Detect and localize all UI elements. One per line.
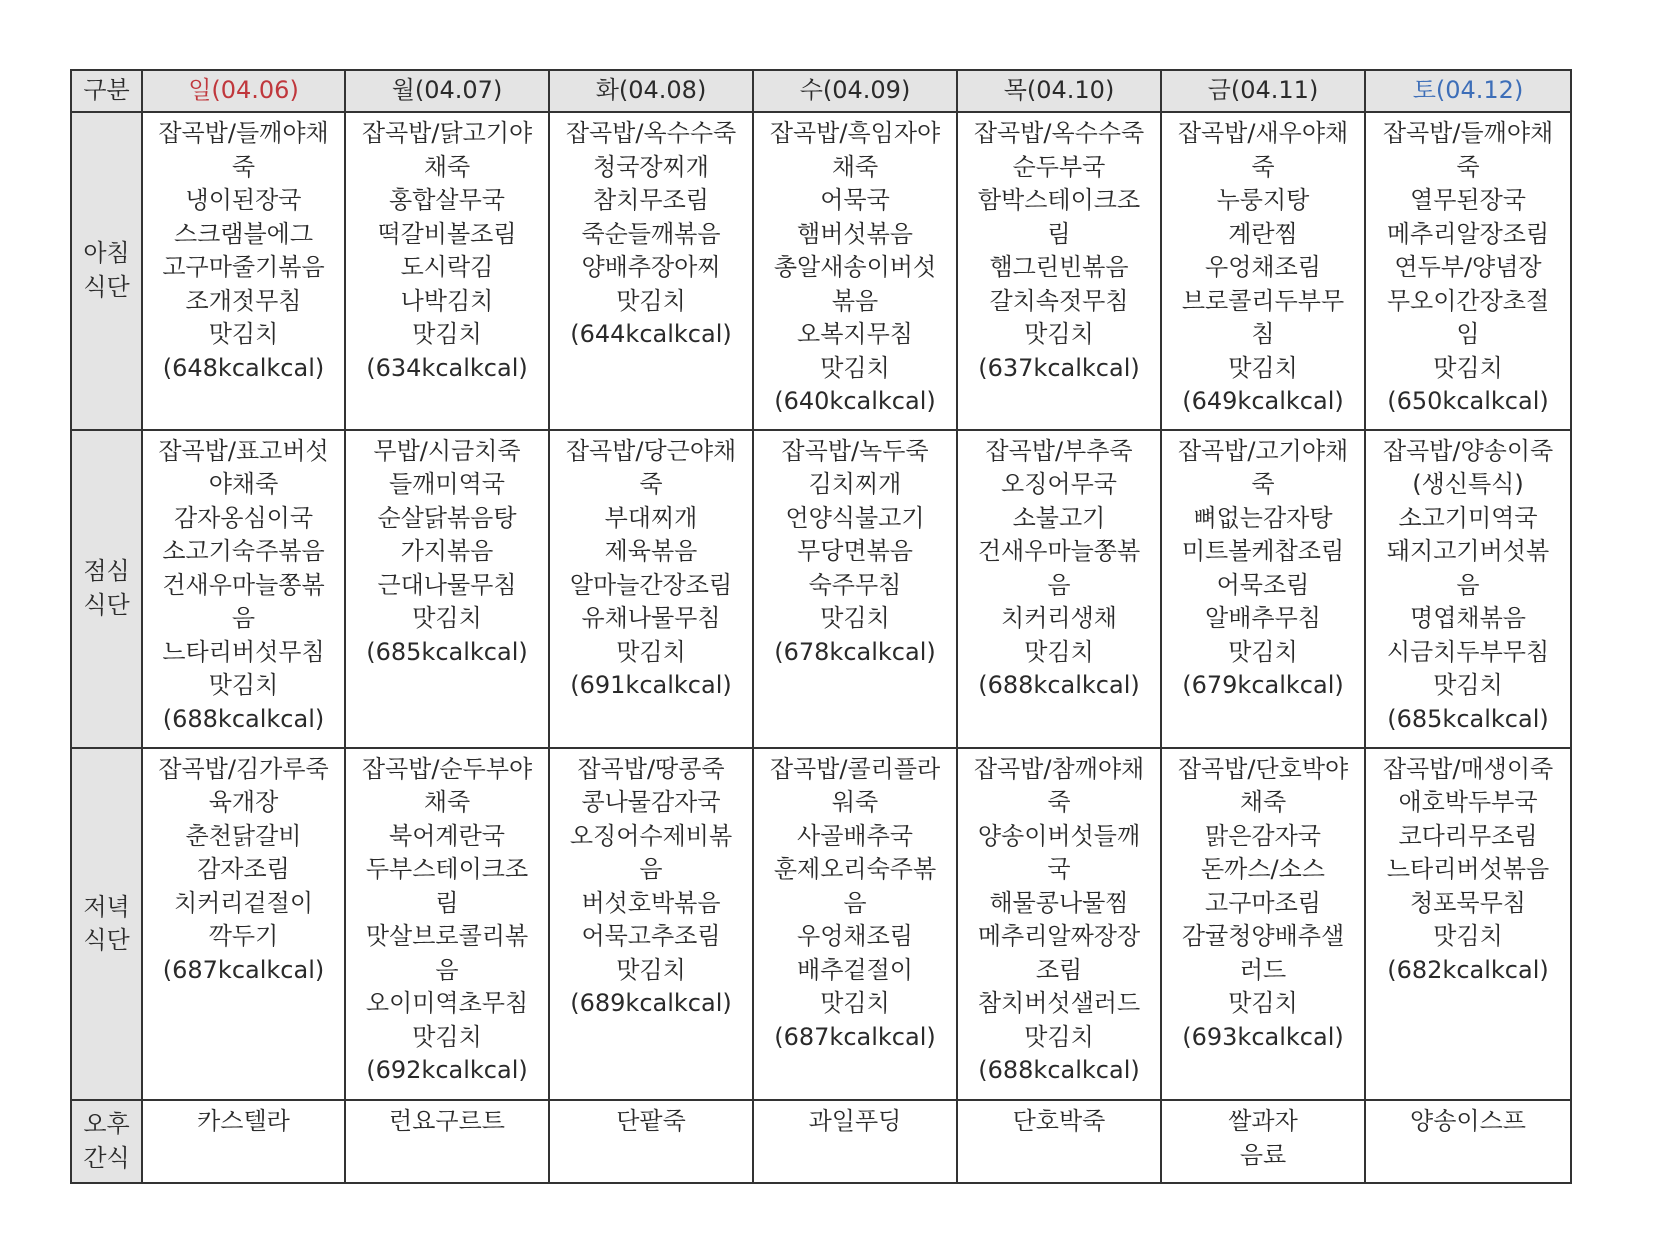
menu-cell	[345, 1100, 549, 1183]
menu-item: 잡곡밥/들깨야채	[1382, 119, 1554, 147]
menu-item: 맛김치	[1024, 1022, 1094, 1051]
menu-item: (637kcalkcal)	[978, 353, 1140, 382]
menu-cell	[549, 112, 753, 430]
menu-item: 맛김치	[616, 637, 686, 666]
menu-item: 제육볶음	[604, 537, 698, 566]
menu-item: 건새우마늘쫑볶	[977, 537, 1141, 566]
menu-item: 맛김치	[1228, 989, 1298, 1018]
menu-item: 음	[1456, 570, 1480, 599]
menu-item: 갈치속젓무침	[989, 286, 1129, 315]
menu-item: 오징어무국	[1001, 470, 1117, 499]
menu-item: (685kcalkcal)	[1387, 704, 1549, 733]
menu-item: 감자옹심이국	[173, 503, 314, 532]
menu-item: 국	[1047, 855, 1071, 884]
menu-cell	[345, 748, 549, 1101]
menu-item: 소고기숙주볶음	[162, 537, 325, 566]
menu-item: 누룽지탕	[1216, 186, 1310, 214]
lunch-row	[71, 430, 1571, 748]
menu-item: 죽	[1251, 152, 1275, 181]
menu-item: 죽	[1047, 788, 1071, 817]
menu-item: 배추겉절이	[797, 955, 913, 984]
menu-item: 조개젓무침	[185, 286, 302, 315]
menu-cell	[957, 430, 1161, 748]
menu-item: 음	[639, 855, 663, 884]
meal-body	[71, 112, 1571, 1183]
meal-label-line: 점심	[83, 557, 130, 586]
menu-cell	[957, 1100, 1161, 1183]
menu-item: 소고기미역국	[1398, 503, 1538, 532]
menu-item: 음	[843, 888, 867, 917]
menu-item: 참치버섯샐러드	[977, 989, 1141, 1018]
day-header: 토(04.12)	[1365, 70, 1571, 112]
menu-item: 음	[1047, 570, 1071, 599]
menu-item: 오복지무침	[797, 320, 913, 348]
menu-item: (649kcalkcal)	[1182, 387, 1344, 415]
day-header: 화(04.08)	[549, 70, 753, 112]
menu-item: 카스텔라	[197, 1107, 290, 1136]
menu-cell	[753, 1100, 957, 1183]
menu-item: 죽순들깨볶음	[581, 219, 721, 248]
menu-item: 냉이된장국	[185, 186, 302, 214]
menu-item: 열무된장국	[1410, 186, 1526, 214]
menu-cell	[753, 112, 957, 430]
menu-item: 맛김치	[208, 671, 279, 700]
menu-cell	[142, 430, 345, 748]
menu-item: 오징어수제비볶	[569, 821, 733, 850]
menu-item: 무밥/시금치죽	[373, 436, 521, 465]
menu-item: 음	[435, 955, 459, 984]
menu-item: (679kcalkcal)	[1182, 671, 1344, 700]
menu-item: 청포묵무침	[1410, 888, 1526, 917]
menu-item: 숙주무침	[808, 570, 902, 599]
menu-item: (644kcalkcal)	[570, 320, 732, 348]
day-header: 금(04.11)	[1161, 70, 1365, 112]
menu-cell	[142, 112, 345, 430]
menu-item: 부대찌개	[604, 503, 698, 532]
menu-item: 무당면볶음	[797, 537, 913, 566]
menu-item: 맛김치	[208, 320, 279, 348]
menu-item: 시금치두부무침	[1386, 637, 1550, 666]
menu-item: (692kcalkcal)	[366, 1056, 528, 1085]
menu-item: 잡곡밥/고기야채	[1177, 436, 1349, 465]
menu-item: 메추리알짜장장	[977, 922, 1141, 951]
meal-label-line: 아침	[83, 239, 130, 268]
menu-item: 고구마조림	[1205, 888, 1321, 917]
menu-item: 순두부국	[1012, 152, 1106, 181]
menu-item: 나박김치	[400, 286, 494, 315]
menu-item: (682kcalkcal)	[1387, 955, 1549, 984]
menu-item: 잡곡밥/옥수수죽	[973, 119, 1145, 147]
menu-item: (691kcalkcal)	[570, 671, 732, 700]
menu-item: 김치찌개	[808, 470, 902, 499]
menu-item: 잡곡밥/김가루죽	[158, 754, 329, 783]
menu-item: 단호박죽	[1012, 1107, 1106, 1136]
menu-item: 맛김치	[1433, 922, 1503, 951]
meal-label-line: 식단	[83, 926, 130, 954]
menu-item: 춘천닭갈비	[185, 821, 302, 850]
menu-item: 소불고기	[1012, 503, 1106, 532]
menu-item: 잡곡밥/흑임자야	[769, 119, 941, 147]
menu-cell	[1365, 1100, 1571, 1183]
menu-item: 쌀과자	[1228, 1107, 1298, 1136]
menu-item: 청국장찌개	[593, 152, 709, 181]
menu-item: 알배추무침	[1205, 604, 1321, 633]
menu-item: 채죽	[1239, 788, 1287, 817]
menu-item: 잡곡밥/들깨야채	[158, 119, 329, 147]
menu-item: 돼지고기버섯볶	[1386, 537, 1550, 566]
menu-item: 건새우마늘쫑볶	[162, 570, 325, 599]
menu-cell	[549, 430, 753, 748]
menu-item: 잡곡밥/콜리플라	[769, 754, 941, 783]
menu-item: 조림	[1035, 955, 1083, 984]
snack-row	[71, 1100, 1571, 1183]
menu-item: (687kcalkcal)	[162, 955, 325, 984]
menu-cell	[142, 748, 345, 1101]
menu-item: 죽	[231, 152, 256, 181]
header-row	[71, 70, 1571, 112]
menu-item: 스크램블에그	[173, 219, 314, 248]
menu-item: (688kcalkcal)	[978, 671, 1140, 700]
menu-item: 림	[435, 888, 459, 917]
menu-item: 런요구르트	[389, 1107, 505, 1136]
menu-item: 우엉채조림	[797, 922, 913, 951]
menu-item: 돈까스/소스	[1200, 855, 1325, 884]
menu-item: 임	[1456, 320, 1480, 348]
menu-item: 죽	[1456, 152, 1480, 181]
menu-item: 어묵조림	[1216, 570, 1310, 599]
menu-cell	[549, 1100, 753, 1183]
menu-item: (689kcalkcal)	[570, 989, 732, 1018]
menu-item: 음료	[1239, 1140, 1287, 1169]
menu-item: 도시락김	[400, 253, 494, 281]
meal-label-line: 식단	[83, 590, 130, 619]
menu-item: 들깨미역국	[389, 470, 505, 499]
menu-item: 느타리버섯무침	[162, 637, 325, 666]
menu-item: 콩나물감자국	[581, 788, 721, 817]
menu-item: (687kcalkcal)	[774, 1022, 936, 1051]
menu-item: 죽	[1251, 470, 1275, 499]
day-header: 수(04.09)	[753, 70, 957, 112]
menu-item: 맛김치	[820, 604, 890, 633]
menu-item: 맛김치	[820, 989, 890, 1018]
menu-item: 어묵국	[820, 186, 890, 214]
menu-cell	[1161, 430, 1365, 748]
menu-item: 림	[1047, 219, 1071, 248]
menu-item: 잡곡밥/단호박야	[1177, 754, 1349, 783]
meal-label-line: 간식	[83, 1143, 130, 1172]
menu-cell	[753, 748, 957, 1101]
menu-item: 순살닭볶음탕	[377, 503, 517, 532]
menu-item: 잡곡밥/당근야채	[565, 436, 737, 465]
day-header: 일(04.06)	[142, 70, 345, 112]
menu-item: 미트볼케찹조림	[1181, 537, 1345, 566]
menu-item: 볶음	[831, 286, 879, 315]
menu-item: 맛김치	[1228, 637, 1298, 666]
menu-item: (생신특식)	[1412, 470, 1524, 499]
menu-item: 음	[231, 604, 256, 633]
menu-item: 채죽	[423, 152, 471, 181]
menu-item: 양송이스프	[1410, 1107, 1526, 1136]
menu-item: 치커리겉절이	[173, 888, 314, 917]
menu-item: 오이미역초무침	[365, 989, 529, 1018]
menu-item: 애호박두부국	[1398, 788, 1538, 817]
menu-item: 맛김치	[1433, 353, 1503, 382]
menu-item: 북어계란국	[389, 821, 505, 850]
menu-item: (678kcalkcal)	[774, 637, 936, 666]
meal-label	[71, 430, 142, 748]
menu-item: 유채나물무침	[581, 604, 721, 633]
menu-item: 무오이간장초절	[1386, 286, 1550, 315]
menu-item: 맛김치	[412, 604, 482, 633]
menu-cell	[753, 430, 957, 748]
menu-item: 러드	[1239, 955, 1287, 984]
menu-item: 맛김치	[412, 320, 482, 348]
menu-item: 코다리무조림	[1398, 821, 1538, 850]
menu-item: 참치무조림	[593, 186, 709, 214]
menu-item: 맛김치	[1024, 320, 1094, 348]
menu-item: 햄버섯볶음	[797, 219, 913, 248]
menu-cell	[142, 1100, 345, 1183]
meal-label	[71, 748, 142, 1101]
menu-cell	[1365, 430, 1571, 748]
menu-cell	[549, 748, 753, 1101]
menu-item: 어묵고추조림	[581, 922, 721, 951]
menu-cell	[957, 748, 1161, 1101]
menu-item: 잡곡밥/땅콩죽	[577, 754, 725, 783]
menu-cell	[957, 112, 1161, 430]
menu-item: (688kcalkcal)	[162, 704, 325, 733]
menu-item: 알마늘간장조림	[569, 570, 733, 599]
menu-item: 잡곡밥/닭고기야	[361, 119, 533, 147]
menu-item: 사골배추국	[797, 821, 913, 850]
menu-item: 과일푸딩	[808, 1107, 902, 1136]
menu-item: 잡곡밥/부추죽	[985, 436, 1133, 465]
menu-item: 야채죽	[208, 470, 279, 499]
meal-label	[71, 112, 142, 430]
menu-item: 맛김치	[1433, 671, 1503, 700]
menu-item: 우엉채조림	[1205, 253, 1321, 281]
menu-item: 맛김치	[820, 353, 890, 382]
menu-item: 가지볶음	[400, 537, 494, 566]
meal-label-line: 저녁	[83, 892, 130, 921]
menu-item: (648kcalkcal)	[162, 353, 325, 382]
menu-item: 잡곡밥/순두부야	[361, 754, 533, 783]
menu-item: 느타리버섯볶음	[1386, 855, 1550, 884]
menu-item: (640kcalkcal)	[774, 387, 936, 415]
menu-item: 홍합살무국	[389, 186, 505, 214]
menu-item: 잡곡밥/매생이죽	[1382, 754, 1554, 783]
meal-label	[71, 1100, 142, 1183]
menu-item: 잡곡밥/양송이죽	[1382, 436, 1554, 465]
breakfast-row	[71, 112, 1571, 430]
menu-cell	[345, 112, 549, 430]
menu-item: 두부스테이크조	[365, 855, 529, 884]
menu-item: 죽	[639, 470, 663, 499]
menu-item: 육개장	[208, 788, 279, 817]
menu-item: 뼈없는감자탕	[1193, 503, 1333, 532]
menu-item: 맑은감자국	[1205, 821, 1321, 850]
menu-item: 침	[1251, 320, 1275, 348]
menu-item: 채죽	[423, 788, 471, 817]
menu-item: 연두부/양념장	[1394, 253, 1542, 281]
menu-item: 잡곡밥/참깨야채	[973, 754, 1145, 783]
menu-cell	[345, 430, 549, 748]
menu-item: 떡갈비볼조림	[377, 219, 517, 248]
menu-item: 명엽채볶음	[1410, 604, 1526, 633]
menu-cell	[1161, 112, 1365, 430]
menu-item: 잡곡밥/녹두죽	[781, 436, 929, 465]
menu-item: 단팥죽	[616, 1107, 686, 1136]
menu-cell	[1365, 748, 1571, 1101]
menu-item: 햄그린빈볶음	[989, 253, 1129, 281]
menu-item: 감귤청양배추샐	[1181, 922, 1345, 951]
category-header: 구분	[71, 70, 142, 112]
menu-cell	[1161, 1100, 1365, 1183]
menu-item: 훈제오리숙주볶	[773, 855, 937, 884]
weekly-meal-table	[70, 69, 1572, 1184]
menu-item: (688kcalkcal)	[978, 1056, 1140, 1085]
menu-item: 채죽	[831, 152, 879, 181]
menu-item: 해물콩나물찜	[989, 888, 1129, 917]
menu-item: 언양식불고기	[785, 503, 925, 532]
meal-label-line: 식단	[83, 272, 130, 301]
menu-item: 감자조림	[197, 855, 290, 884]
menu-item: 양배추장아찌	[581, 253, 721, 281]
menu-item: 워죽	[831, 788, 879, 817]
menu-item: 총알새송이버섯	[773, 253, 937, 281]
menu-item: 깍두기	[208, 922, 279, 951]
menu-item: (634kcalkcal)	[366, 353, 528, 382]
menu-item: 맛김치	[412, 1022, 482, 1051]
menu-item: 맛김치	[616, 286, 686, 315]
menu-cell	[1365, 112, 1571, 430]
menu-item: 잡곡밥/표고버섯	[158, 436, 329, 465]
menu-item: 치커리생채	[1001, 604, 1117, 633]
menu-item: 고구마줄기볶음	[162, 253, 325, 281]
menu-item: 양송이버섯들깨	[977, 821, 1141, 850]
menu-item: 브로콜리두부무	[1181, 286, 1345, 315]
meal-label-line: 오후	[83, 1110, 130, 1139]
menu-item: 함박스테이크조	[977, 186, 1141, 214]
day-header: 목(04.10)	[957, 70, 1161, 112]
menu-item: 맛김치	[1024, 637, 1094, 666]
menu-item: 근대나물무침	[377, 570, 517, 599]
menu-item: 버섯호박볶음	[581, 888, 721, 917]
menu-cell	[1161, 748, 1365, 1101]
menu-item: (693kcalkcal)	[1182, 1022, 1344, 1051]
menu-item: 잡곡밥/옥수수죽	[565, 119, 737, 147]
dinner-row	[71, 748, 1571, 1101]
menu-item: 메추리알장조림	[1386, 219, 1550, 248]
menu-item: 맛김치	[1228, 353, 1298, 382]
menu-item: 맛살브로콜리볶	[365, 922, 529, 951]
menu-item: 계란찜	[1228, 219, 1298, 248]
menu-item: (685kcalkcal)	[366, 637, 528, 666]
menu-item: 잡곡밥/새우야채	[1177, 119, 1349, 147]
menu-item: (650kcalkcal)	[1387, 387, 1549, 415]
menu-item: 맛김치	[616, 955, 686, 984]
day-header: 월(04.07)	[345, 70, 549, 112]
